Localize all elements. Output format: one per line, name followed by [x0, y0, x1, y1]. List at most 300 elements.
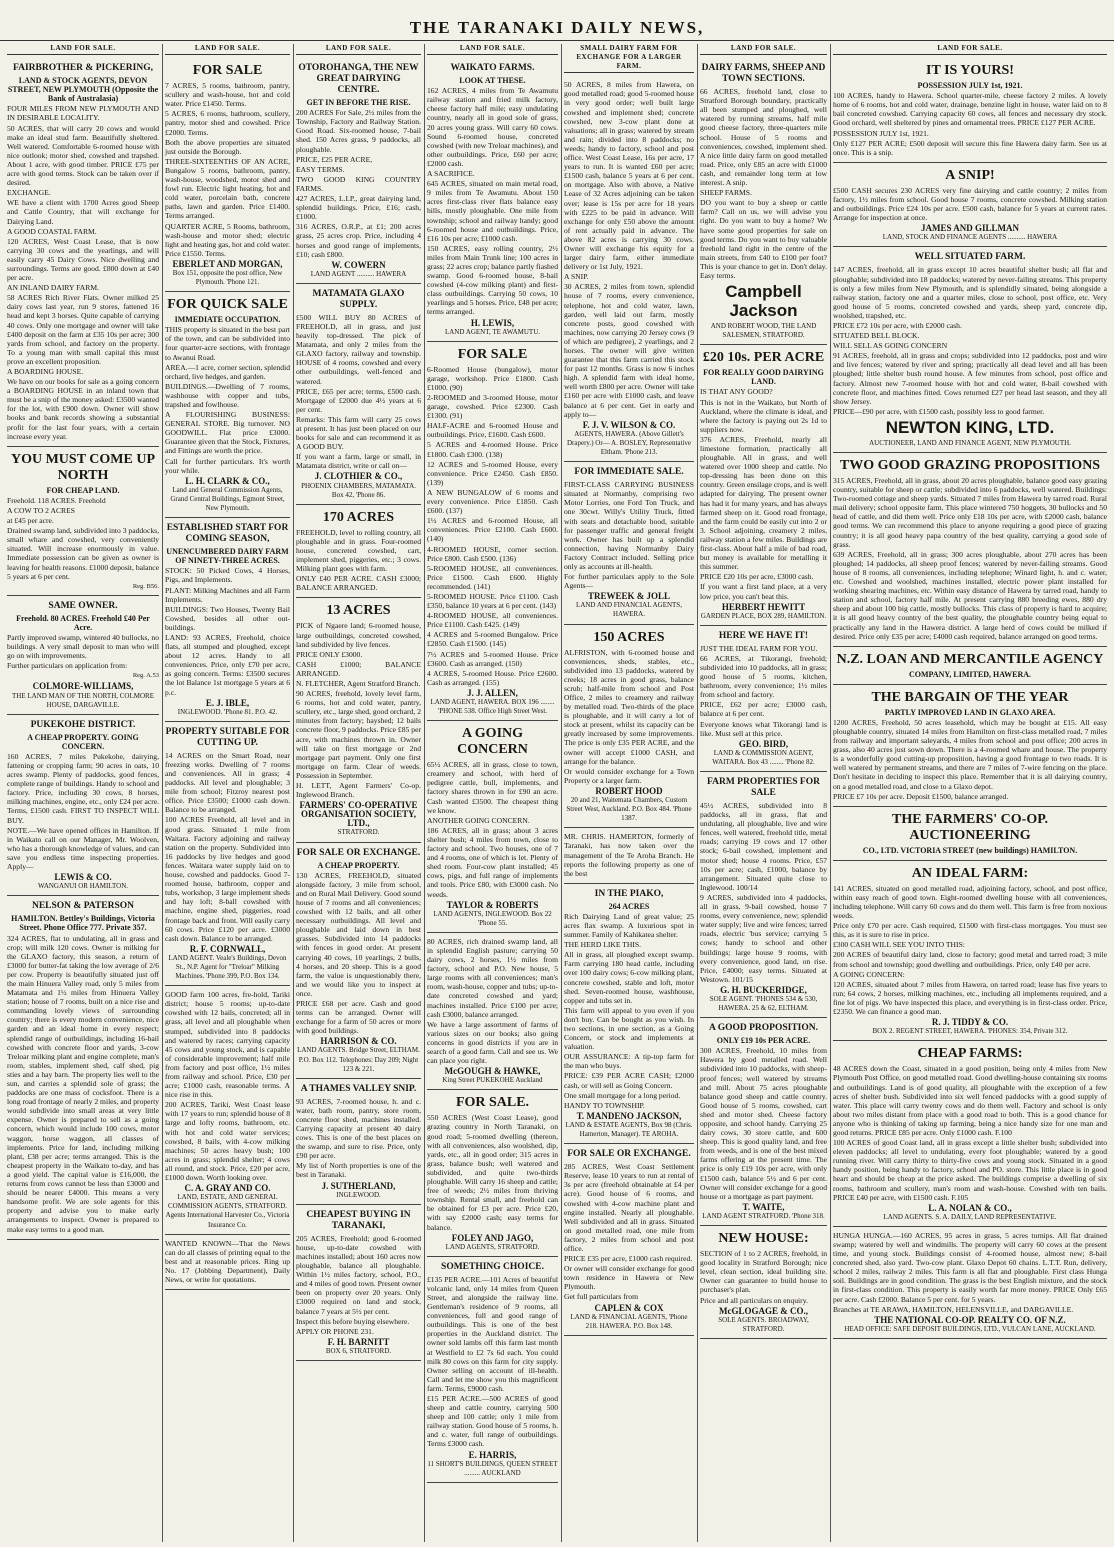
advertiser-name: R. F. CORNWALL,: [189, 943, 266, 954]
advertiser-name: E. J. IBLE,: [205, 697, 250, 708]
ad-paragraph: FREEHOLD, level to rolling country, all ploughable and in grass. Four-roomed house, concreted cowshed, cart, implement shed, piggeries, etc.; 3 cows. Milking plant goes with farm.: [296, 527, 421, 574]
ad-paragraph: If you want a farm, large or small, in Matamata district, write or call on—: [296, 452, 421, 471]
advertisement: [833, 1041, 1107, 1227]
advertiser-name: CAPLEN & COX: [594, 1302, 664, 1313]
ad-paragraph: 205 ACRES, Freehold; good 6-roomed house, up-to-date cowshed with machines installed; about 160 acres now ploughable, balance all ploughable. Within 1½ miles factory, school, P.O., and 4 miles of good town. Present owner been on property over 20 years. Only £3000 required on land and stock, balance 7 years at 5½ per cent.: [296, 1233, 421, 1316]
advertisement: [427, 1090, 558, 1256]
ad-subtitle: UNENCUMBERED DAIRY FARM OF NINETY-THREE ACRES.: [166, 547, 289, 566]
ad-paragraph: 80 ACRES, rich drained swamp land, all in splendid English pasture; carrying 50 dairy cows, 2 horses, 1½ miles from factory, school and P.O. New house, 5 large rooms with all conveniences; man's room, wash-house, copper and tubs; up-to-date concreted cowshed and yard; machines installed. Price £100 per acre; cash £3000, balance arranged.: [427, 936, 558, 1019]
ad-title: MATAMATA GLAXO SUPPLY.: [312, 288, 405, 310]
ad-title: FOR SALE: [457, 346, 528, 362]
advertiser-address: LAND AGENT. Veale's Buildings, Devon St., N.P. Agent for "Treloar" Milking Machines. 'Phone 399, P.O. Box 134.: [168, 953, 287, 981]
advertiser-address: LAND AGENTS. S. A. DAILY, LAND REPRESENTATIVE.: [883, 1212, 1057, 1221]
ad-paragraph: 141 ACRES, situated on good metalled road, adjoining factory, school, and post office, within easy reach of good town. Eight-roomed dwelling house with all conveniences, including telephone. Will carry 60 cows and do them well. This farm is free from noxious weeds.: [833, 883, 1107, 921]
advertisement: [833, 685, 1107, 807]
ad-paragraph: JUST THE IDEAL FARM FOR YOU.: [700, 643, 818, 653]
column-rule: [424, 44, 425, 1542]
advertisement: [296, 843, 421, 1079]
advertiser-name: JAMES AND GILLMAN: [920, 223, 1019, 234]
advertiser-name: HARRISON & CO.: [320, 1036, 397, 1047]
advertiser-address: LAND AGENTS, INGLEWOOD. Box 22 'Phone 55.: [433, 909, 552, 927]
ad-paragraph: APPLY OR PHONE 231.: [296, 1326, 374, 1336]
advertisement: [7, 715, 159, 897]
ad-subtitle: LOOK AT THESE.: [459, 76, 526, 86]
advertisement: [833, 247, 1107, 453]
advertiser-name: HERBERT HEWITT: [721, 601, 806, 612]
ad-title: CHEAP FARMS:: [917, 1046, 1023, 1062]
ad-paragraph: TWO GOOD KING COUNTRY FARMS.: [296, 174, 421, 193]
ad-paragraph: 4-ROOMED HOUSE, all conveniences. Price £1100. Cash £425. (149): [427, 611, 558, 630]
advertisement: [833, 647, 1107, 685]
advertiser-address: LAND AND FINANCIAL AGENTS, HAWERA.: [576, 601, 682, 619]
ad-title: NEW HOUSE:: [718, 1231, 809, 1247]
ad-paragraph: 200 ACRES, Tariki, West Coast lease with 17 years to run; splendid house of 8 large and lofty rooms, bathroom, etc. with hot and cold water services; cowshed, 8 bails, with 4-cow milking machines; 50 acres heavy bush; 100 acres in grass; splendid shelter; 4 cows all round, and stock. Price, £20 per acre, £1000 down. Worth looking over.: [165, 1100, 290, 1183]
advertiser-name: J. CLOTHIER & CO.,: [314, 471, 403, 482]
advertiser-name: L. A. NOLAN & CO.,: [928, 1202, 1012, 1213]
ad-subtitle: ONLY £19 10s PER ACRE.: [716, 1036, 811, 1046]
ad-subtitle: COMPANY, LIMITED, HAWERA.: [908, 669, 1031, 679]
ad-paragraph: 147 ACRES, freehold, all in grass except 10 acres beautiful shelter bush; all flat and ploughable; subdivided into 18 paddocks; watered by never-failing streams. This property is only a few miles from New Plymouth, and is splendidly situated, being alongside a railway station, factory one and a quarter miles, close to school, post office, etc. Very good house of 5 rooms, concreted cowshed and yards, sheep yard, concrete dip, woolshed, trapshed, etc.: [833, 265, 1107, 320]
advertiser-name: GEO. BIRD,: [738, 738, 789, 749]
ad-paragraph: We have on our books for sale as a going concern a BOARDING HOUSE in an inland town that must be a snip of the money asked: £3500 wanted for the lot, with £900 down. Owner will show books and bank records showing a substantial profit for the last four years, with a certain increase every year.: [7, 377, 159, 441]
advertisement: [833, 861, 1107, 1042]
advertisement: [165, 58, 290, 292]
ad-paragraph: DO you want to buy a sheep or cattle farm? Call on us, we will advise you right. Do you want to buy a home? We have some good properties for sale on good terms. Do you want to buy valuable freehold land right in the centre of the main streets, from £40 to £100 per foot? This is your chance to get in. Don't delay. Easy terms.: [700, 198, 827, 280]
ad-title: SAME OWNER.: [48, 600, 118, 611]
ad-subtitle: LAND & STOCK AGENTS, DEVON STREET, NEW PLYMOUTH (Opposite the Bank of Australasia): [7, 76, 159, 104]
advertiser-address: LAND AGENTS, STRATFORD.: [445, 1242, 540, 1251]
ad-paragraph: 91 ACRES, freehold, all in grass and crops; subdivided into 12 paddocks, post and wire and live fences; watered by river and spring; practically all dead level and all has been ploughed; little shelter bush round house. A few minutes from school, post office and factory. Almost new 7-roomed house with hot and cold water, 8-bail cowshed with concrete floor, and machines fitted. Cows returned £27 per head last season, and they all show Jersey.: [833, 351, 1107, 406]
ad-paragraph: Both the above properties are situated just outside the Borough.: [165, 137, 290, 156]
ad-paragraph: THE HERD LIKE THIS.: [564, 940, 642, 950]
ad-paragraph: PRICE £72 10s per acre, with £2000 cash.: [833, 320, 962, 330]
column-heading: LAND FOR SALE.: [165, 44, 290, 55]
ad-paragraph: 324 ACRES, flat to undulating, all in grass and crop; will milk 120 cows. Owner is milking for the GLAXO factory, this season, a return of £3000 for butter-fat taking the low average of 2/6 per cow. Property is beautifully situated just off the main Hinuera Valley road, only 5 miles from Matamata and 1½ miles from Hinuera Valley station; house of 7 rooms, built on a nice rise and commanding lovely views of surrounding country; there is every modern convenience, nice garden and an ideal home in every respect; splendid range of outbuildings, including 16-bail cowshed with concrete floor and yards, 3-cow Treloar milking plant and engine complete, man's room, stables, implement shed, calf shed, pig sties and a hay barn. The property lies well to the sun, and carries a splendid sole of grass; the paddocks are one mass of cocksfoot. There is a long road frontage of nearly 2 miles, and property would subdivide into small areas at very little expense. Owner is prepared to sell as a going concern, which would include 100 cows, motor waggon, horse waggon, all classes of implements. Price for land, including milking plant, £38 per acre; terms arranged. This is the cheapest property in the Waikato to-day, and has a good yield. The capital value is £16,000, the returns from cows cannot be less than £3000 and should be nearer £4000. This means a very handsome profit. We are sole agents for this property and advise you to make early arrangements to inspect. Owner is prepared to make easy terms to a good man.: [7, 933, 159, 1234]
advertiser-address: SOLE AGENT. 'PHONES 534 & 530, HAWERA. 25 & 62, ELTHAM.: [709, 994, 818, 1013]
ad-paragraph: 66 ACRES, at Tikorangi, freehold; subdivided into 10 paddocks, all in grass; good house of 5 rooms, kitchen, bathroom, every convenience; 1½ miles from school and factory.: [700, 653, 827, 700]
advertisement: [833, 58, 1107, 163]
advertiser-address: LAND AGENT STRATFORD. 'Phone 318.: [702, 1211, 825, 1220]
ad-paragraph: LAND: 93 ACRES, Freehold, choice flats, all stumped and ploughed, except about 12 acres. Handy to all conveniences. Price, only £70 per acre, as going concern. Terms: £3500 secures the lot Balance 1st mortgage 5 years at 6 p.c.: [165, 632, 290, 697]
ad-paragraph: A COW TO 2 ACRES: [7, 505, 75, 515]
advertiser-name: FARMERS' CO-OPERATIVE ORGANISATION SOCIETY, LTD.,: [299, 800, 418, 829]
ad-paragraph: 100 ACRES of good Coast land, all in grass except a little shelter bush; subdivided into eleven paddocks; all level to undulating, every foot ploughable; watered by a good running river. Will carry thirty to thirty-five cows and young stock. Situated in a good handy position, being handy to factory, school and PO. store. This little place is in good heart and should be cheap at the price asked. The buildings comprise a dwelling of six rooms, bathroom and scullery, man's room and wash-house. Cowshed with ten bails. PRICE £40 per acre, with £1500 cash. F.105: [833, 1138, 1107, 1202]
ad-paragraph: 186 ACRES, all in grass; about 3 acres shelter bush; 4 miles from town, close to factory and school. Two houses, one of 7 and 4 rooms, one of which is let. Plenty of shed room. Four-cow plant installed; 45 cows, pigs, and full range of implements and tools. Price £80, with £3000 cash. No weeds.: [427, 825, 558, 899]
ad-subtitle: PARTLY IMPROVED LAND IN GLAXO AREA.: [884, 707, 1056, 717]
ad-paragraph: WANTED KNOWN—That the News can do all classes of printing equal to the best and at reasonable prices. Ring up No. 17 (Jobbing Department), Daily News, or write for quotations.: [165, 1238, 290, 1284]
advertiser-address: THE LAND MAN OF THE NORTH, COLMORE HOUSE, DARGAVILLE.: [12, 691, 154, 709]
advertiser-address: SOLE AGENTS. BROADWAY, STRATFORD.: [718, 1315, 809, 1333]
ad-paragraph: 5 ACRES, 6 rooms, bathroom, scullery, pantry, motor shed and cowshed. Price £2000. Terms.: [165, 109, 290, 137]
ad-paragraph: HANDY TO TOWNSHIP.: [564, 1100, 645, 1110]
column-4: [424, 44, 561, 1542]
ad-paragraph: 376 ACRES, Freehold, nearly all limestone formation, practically all ploughable. All in grass, and well watered over 1000 sheep and cattle. No top-dressing has been done on this country. Green ensilage crops, and is well adapted for dairying. The present owner has had it for many years, and has always farmed sheep on it. Good road frontage, and the farm could be easily cut into 2 or 3. School adjoining, creamery 2 miles, railway station a few miles. Buildings are first-class. About half a mile of bad road, but money is available for metalling it this summer.: [700, 434, 827, 572]
ad-paragraph: This is not in the Waikato, but North of Auckland, where the climate is ideal, and where the factory is paying out 2s 1d to suppliers now.: [700, 397, 827, 434]
ad-paragraph: All in grass, all ploughed except swamp. Farm carrying 180 head cattle, including over 100 dairy cows; 6-cow milking plant, concrete cowshed, stable and loft, motor shed. Seven-roomed house, washhouse, copper and tubs set in.: [564, 950, 694, 1005]
advertiser-name: TAYLOR & ROBERTS: [446, 899, 539, 910]
ad-title: FOR SALE OR EXCHANGE.: [567, 1149, 691, 1160]
advertiser-address: LAND, STOCK AND FINANCE AGENTS .......... HAWERA: [882, 233, 1058, 242]
advertisement: [833, 1227, 1107, 1339]
ad-paragraph: PRICE £35 per acre, £1000 cash required.: [564, 1254, 693, 1264]
advertiser-address: LAND AGENTS. Bridge Street, ELTHAM. P.O. Box 112. Telephones: Day 209; Night 123 & 221.: [297, 1046, 420, 1073]
advertiser-address: LAND AGENT, TE AWAMUTU.: [444, 327, 541, 336]
ad-paragraph: 150 ACRES, easy rolling country, 2½ miles from Main Trunk line; 100 acres in grass; 22 acres crop; balance partly fiashed swamp. Good 6-roomed house, 8-bail cowshed (4-cow milking plant) and first-class outbuildings. Carrying 50 cows, 10 yearlings and 5 horses. Price, £48 per acre; terms arranged.: [427, 243, 558, 317]
ad-paragraph: If you want a first land place, at a very low price, you can't beat this.: [700, 582, 827, 601]
advertiser-address: BOX 6, STRATFORD.: [325, 1346, 392, 1355]
ad-paragraph: ONLY £40 PER ACRE. CASH £3000; BALANCE ARRANGED.: [296, 574, 421, 593]
column-2: [162, 44, 293, 1542]
ad-paragraph: BUILDINGS.—Dwelling of 7 rooms, washhouse with copper and tubs, trapshed and fowlhouse.: [165, 381, 290, 409]
ad-title: A GOING CONCERN: [457, 726, 528, 758]
ad-paragraph: 50 ACRES, 8 miles from Hawera, on good metalled road; good 5-roomed house in very good order; well built large cowshed and implement shed; concrete cowshed, new 3-cow plant done at valuations; all in grass; watered by stream and rain; divided into 8 paddocks; no weeds; handy to factory, school and post office. West Coast Lease, 16s per acre, 17 years to run. It is wanted £60 per acre; £1500 cash, balance 5 years at 6 per cent. on mortgage. Also with above, a Native Lease of 32 Acres adjoining can be taken over; lease is 15s per acre for 18 years with £225 to be paid in advance. Will exchange for only £50 above the amount of rent actually paid in advance. The above 82 acres is carrying 30 cows. Owner will exchange his equity for a larger dairy farm, either immediate delivery or 1st July, 1921.: [564, 80, 694, 272]
ad-paragraph: A FLOURISHING BUSINESS: GENERAL STORE. Big turnover. NO GOODWILL. Flat price £3000. Guarantee given that the Stock, Fixtures, and Fittings are worth the price.: [165, 410, 290, 456]
ad-title: FOR SALE OR EXCHANGE.: [296, 847, 421, 858]
ad-paragraph: PRICE, £65 per acre; terms, £500 cash. Mortgage of £2000 due 4½ years at 6 per cent.: [296, 386, 421, 414]
ad-paragraph: CASH £1000; BALANCE ARRANGED.: [296, 659, 421, 678]
ad-paragraph: PRICE, £62 per acre; £3000 cash, balance at 6 per cent.: [700, 700, 827, 719]
advertiser-name: F. J. V. WILSON & CO.: [582, 419, 676, 430]
ad-subtitle: FOR CHEAP LAND.: [46, 485, 120, 495]
ad-paragraph: POSSESSION JULY 1st, 1921.: [833, 128, 929, 138]
advertisement: [564, 462, 694, 624]
column-heading: LAND FOR SALE.: [427, 44, 558, 55]
ad-title: A GOOD PROPOSITION.: [709, 1023, 818, 1034]
ad-paragraph: PRICE ONLY £3000.: [296, 649, 363, 659]
ad-paragraph: at £45 per acre.: [7, 516, 54, 526]
advertisement: [564, 828, 694, 883]
ad-title: TWO GOOD GRAZING PROPOSITIONS: [839, 458, 1101, 473]
ad-paragraph: 120 ACRES, situated about 7 miles from Hawera, on tarred road; lease has five years to run; 64 cows, 2 horses, milking machines, etc., including all implements required, and a fine lot of pigs. We have inspected this place, and everything is in first-class order. Price, £2350. We can finance a good man.: [833, 979, 1107, 1017]
ad-paragraph: 5-ROOMED HOUSE. Price £1100. Cash £350, balance 10 years at 6 per cent. (143): [427, 591, 558, 611]
advertiser-name: T. WAITE,: [742, 1201, 785, 1212]
advertiser-address: Box 151, opposite the post office, New Plymouth. 'Phone 121.: [172, 268, 283, 287]
column-heading: LAND FOR SALE.: [700, 44, 827, 55]
ad-paragraph: Price only £70 per acre. Cash required, £1500 with first-class mortgages. You must see this, as it is sure to rise in price.: [833, 921, 1107, 940]
ad-paragraph: 48 ACRES down the Coast, situated in a good position, being only 4 miles from New Plymouth Post Office, on good metalled road. Good dwelling-house containing six rooms and outbuildings. Land is of good quality, all ploughable with the exception of a few acres of shelter bush. Subdivided into six well fenced paddocks with a good supply of water. This place will carry twenty cows and do them well. Factory and school is only about two miles distant from place with a good road to both. This is a good chance for anyone who is thinking of taking up farming, being a nice handy size for one man and good returns. PRICE £85 per acre. Only £1000 cash. F.100: [833, 1064, 1107, 1137]
column-rule: [830, 44, 831, 1542]
ad-paragraph: 4 ACRES and 5-roomed Bungalow. Price £2850. Cash £1500. (145): [427, 630, 558, 649]
ad-paragraph: 100 ACRES Freehold, all level and in good grass. Situated 1 mile from Waitara. Factory adjoining and railway station on the property. Subdivided into 16 paddocks by live hedges and good fences. Waitara water supply laid on to house, cowshed and paddocks. Good 7-roomed house, bathroom, copper and tubs, workshop, 3 large implement sheds and hay loft; 8-ball cowshed with machine, engine shed, piggeries, road frontage back and front. Will easily carry 60 cows. Price £120 per acre. £3000 cash down. Balance to be arranged.: [165, 815, 291, 943]
ad-paragraph: PRICE, £25 PER ACRE,: [296, 154, 373, 164]
ad-paragraph: Freehold. 118 ACRES. Freehold: [7, 495, 106, 505]
advertiser-name: R. J. TIDDY & CO.: [931, 1017, 1009, 1028]
ad-paragraph: 4 ACRES, 5-roomed House. Price £2600. Cash as arranged. (155): [427, 668, 558, 687]
advertisement: [7, 896, 159, 1239]
advertisement: [427, 1257, 558, 1483]
ad-paragraph: Only £127 PER ACRE; £500 deposit will secure this fine Hawera dairy farm. See us at once. This is a snip.: [833, 138, 1107, 157]
ad-paragraph: 90 ACRES, freehold, lovely level farm, 6 rooms, hot and cold water, pantry, scullery, etc., large shed, good orchard, 2 minutes from factory; hayshed; 12 bails concrete floor, 9 paddocks. Price £85 per acre, with machines thrown in. Owner will take on first mortgage or 2nd mortgage part payment. Only one first mortgage on farm. Clear of weeds. Possession in September.: [296, 689, 421, 780]
advertiser-address: AGENTS, HAWERA. (Above Gillett's Drapery.) Or— A. BOSLEY, Representative Eltham. 'Phone 213.: [566, 429, 692, 457]
ad-title: 13 ACRES: [326, 603, 391, 619]
ad-paragraph: 6-Roomed House (bungalow), motor garage, workshop. Price £1800. Cash £1000. (90): [427, 364, 558, 392]
ad-subtitle: POSSESSION JULY 1st, 1921.: [917, 81, 1023, 91]
advertisement: [296, 58, 421, 284]
ad-subtitle: 264 ACRES: [608, 901, 650, 911]
ad-paragraph: A BOARDING HOUSE.: [7, 367, 84, 376]
ad-subtitle: HAMILTON. Bettley's Buildings, Victoria Street. Phone Office 777. Private 357.: [11, 914, 155, 933]
ad-paragraph: 315 ACRES, Freehold, all in grass, about 20 acres ploughable, balance good easy grazing country, suitable for sheep or cattle; subdivided into 6 paddocks, well watered. Buildings: Two-roomed cottage and sheep yards. Situated 7 miles from Hawera by tarred road. Rural mail delivery; school opposite farm. This place wintered 750 hoggets, 30 bullocks and 50 head of cattle, and did them well. Price only £18 10s per acre, with £2000 cash, balance good terms. We can recommend this place to anyone requiring a good piece of grazing country; it is all good heavy papa country of the best quality, carrying a good sole of grass.: [833, 476, 1107, 549]
ad-title: A THAMES VALLEY SNIP.: [300, 1083, 417, 1094]
ad-paragraph: 100 ACRES, handy to Hawera. School quarter-mile, cheese factory 2 miles. A lovely home of 6 rooms, hot and cold water, drainage, benzine light in house, water laid on to 8 bail concreted cowshed. Carrying capacity 60 cows, all fences and necessary dry stock. Good orchard, well sheltered by pines and ornamental trees. PRICE £127 PER ACRE.: [833, 91, 1107, 128]
ad-title: DAIRY FARMS, SHEEP AND TOWN SECTIONS.: [701, 63, 826, 85]
column-rule: [162, 44, 163, 1542]
advertiser-name: F. H. BARNITT: [327, 1336, 390, 1347]
ad-paragraph: 120 ACRES, West Coast Lease, that is now carrying 30 cows and the yearlings, and will easily carry 45 Dairy Cows. Nice dwelling and surroundings. Terms are good. £800 down at £40 per acre.: [7, 236, 159, 283]
advertiser-name: T. MANDENO JACKSON,: [576, 1110, 682, 1121]
ad-title: £20 10s. PER ACRE: [702, 350, 825, 366]
advertiser-name: ROBERT HOOD: [595, 785, 663, 796]
advertisement: [700, 1226, 827, 1339]
advertiser-address: HEAD OFFICE: SAFE DEPOSIT BUILDINGS, LTD., VULCAN LANE, AUCKLAND.: [844, 1324, 1096, 1333]
ad-paragraph: A GOING CONCERN:: [833, 969, 905, 979]
ad-paragraph: THREE-SIXTEENTHS OF AN ACRE, Bungalow 5 rooms, bathroom, pantry, wash-house, woodshed, motor shed and fowl run. Electric light heating, hot and cold water, porcelain bath, concrete paths, lawn and garden. Price £1400. Terms arranged.: [165, 156, 290, 221]
advertiser-name: NEWTON KING, LTD.: [885, 417, 1055, 437]
advertisement: [833, 807, 1107, 861]
ad-paragraph: EASY TERMS.: [296, 164, 345, 174]
advertisement: [700, 345, 827, 626]
ad-paragraph: SECTION of 1 to 2 ACRES, freehold, in good locality in Stratford Borough; nice level, clean section, ideal building site. Owner can guarantee to build house to purchaser's plan.: [700, 1249, 827, 1295]
ad-paragraph: PRICE—£90 per acre, with £1500 cash, possibly less to good farmer.: [833, 406, 1045, 416]
ad-paragraph: N. FLETCHER, Agent Stratford Branch.: [296, 678, 421, 688]
ad-paragraph: £500 WILL BUY 80 ACRES of FREEHOLD, all in grass, and just heavily top-dressed. The pick of Matamata, and only 2 miles from the GLAXO factory, railway and township. HOUSE of 4 rooms, cowshed and every other outbuildings, well-fenced and watered.: [296, 312, 421, 386]
ad-paragraph: My list of North properties is one of the best in Taranaki.: [296, 1161, 421, 1180]
column-7: [830, 44, 1110, 1542]
advertiser-name: C. A. GRAY AND CO.: [184, 1183, 271, 1194]
ad-reference: Reg. A.53: [132, 672, 159, 680]
ad-subtitle: A CHEAP PROPERTY.: [317, 860, 400, 870]
column-rule: [293, 44, 294, 1542]
ad-paragraph: This farm will appeal to you even if you don't buy. Can be bought as you wish. In two sections, in one section, as a Going Concern, or stock and implements at valuation.: [564, 1005, 694, 1052]
ad-paragraph: One small mortgage for a long period.: [564, 1090, 681, 1100]
ad-paragraph: IS THAT ANY GOOD?: [700, 387, 773, 397]
advertiser-name: TREWEEK & JOLL: [587, 591, 670, 602]
advertiser-address: GARDEN PLACE, BOX 289, HAMILTON.: [700, 611, 827, 620]
advertisement: [564, 884, 694, 1144]
advertiser-name: H. LEWIS,: [470, 317, 515, 328]
ad-paragraph: OUR ASSURANCE: A tip-top farm for the man who buys.: [564, 1052, 694, 1071]
ad-paragraph: 66 ACRES, freehold land, close to Stratford Borough boundary, practically all been stumped and ploughed, well watered by running streams, half mile good cheese factory, three-quarters mile school. House of 5 rooms and conveniences, cowshed, implement shed. A nice little dairy farm on good metalled road. Price, only £85 an acre with £1000 cash, and remainder long term at low interest. A snip.: [700, 87, 827, 188]
ad-paragraph: Further particulars on application from:: [7, 661, 128, 671]
advertisement: [7, 447, 159, 596]
ad-paragraph: THIS property is situated in the best part of the town, and can be subdivided into four quarter-acre sections, with frontage to Awanui Road.: [165, 325, 290, 362]
column-heading: LAND FOR SALE.: [7, 44, 159, 55]
ad-paragraph: HUNGA HUNGA.—160 ACRES, 95 acres in grass, 5 acres turnips. All flat drained swamp; watered by well and windmills. The property will carry 60 cows at the present time, and young stock. Buildings consist of 4-roomed house, almost new; 8-bail concreted shed, also yard. Two-cow plant. Glaxo Depot 60 chains. L.T.T. Run, delivery, school 2 miles, railway 2 miles. This farm is all flat and ploughable. First class Hunga soil. Buildings are in good condition. The grass is the best English mixture, and the stock in first-class condition. This property is easily worth far more money. PRICE Only £65 per acre. Cash £2000. Balance 5 per cent. for 5 years.: [833, 1230, 1107, 1304]
advertiser-address: BOX 2. REGENT STREET, HAWERA. 'PHONES: 354, Private 312.: [872, 1027, 1068, 1036]
ad-title: IT IS YOURS!: [926, 63, 1014, 79]
ad-subtitle: GET IN BEFORE THE RISE.: [306, 98, 411, 108]
advertisement: [7, 596, 159, 715]
ad-paragraph: 160 ACRES, 7 miles Pukekohe, dairying, fattening or cropping farm; 90 acres in oats, 10 acres swamp. Plenty of paddocks, good fences, complete range of buildings. Handy to school and factory. Price, including 30 cows, 8 horses, milking machines, engine, etc., only £24 per acre. Terms, £1500 cash. FIRST TO INSPECT WILL BUY.: [7, 751, 159, 825]
ad-paragraph: £500 CASH secures 230 ACRES very fine dairying and cattle country; 2 miles from factory, 1½ miles from school. Good house 7 rooms, concrete cowshed. Milking station and outbuildings. Price £24 10s per acre. £500 cash, balance for 5 years at current rates. Arrange for inspection at once.: [833, 185, 1107, 223]
ad-paragraph: FIRST-CLASS CARRYING BUSINESS situated at Normanby, comprising two Motor Lorries, one Ford Ton Truck, and one 30cwt. Willy's Utility Truck, fitted with seats and detachable hood, suitable for passenger traffic and general freight work. Owner has built up a splendid connection, having Normanby Dairy Factory Contract included. Selling price only as accounts at ill-health.: [564, 480, 694, 571]
ad-paragraph: Call for further particulars. It's worth your while.: [165, 456, 290, 475]
column-5: [561, 44, 697, 1542]
advertiser-address: INGLEWOOD. 'Phone 81. P.O. 42.: [177, 707, 278, 716]
ad-paragraph: 645 ACRES, situated on main metal road, 9 miles from Te Awamutu. About 150 acres first-class river flats balance easy hills, mostly ploughable. One mile from township; school and railway handy; good 6-roomed house and outbuildings. Price, £16 10s per acre; £1000 cash.: [427, 179, 558, 243]
ad-paragraph: Or would consider exchange for a Town Property or a larger farm.: [564, 766, 694, 785]
column-rule: [697, 44, 698, 1542]
ad-subtitle: FOR REALLY GOOD DAIRYING LAND.: [703, 368, 824, 387]
ad-paragraph: PRICE £7 10s per acre. Deposit £1500, balance arranged.: [833, 791, 1009, 801]
ad-paragraph: 30 ACRES, 2 miles from town, splendid house of 7 rooms, every convenience, telephone, hot and cold water, lawn, garden, well laid out farm, mostly concrete posts, good cowshed with machines, now carrying 20 Jersey cows (9 of which are pedigree), 2 yearlings, and 2 horses. The owner will give written guarantee that this farm carried this stock for past 12 months. Grass is now 6 inches high. A splendid farm with ideal home, well worth £800 per acre. Owner will take £160 per acre with £1000 cash, and leave balance at 6 per cent. Get in early and apply to—: [564, 282, 694, 419]
ad-paragraph: PLANT: Milking Machines and all Farm Implements.: [165, 585, 290, 604]
column-6: [697, 44, 830, 1542]
ad-paragraph: 130 ACRES, FREEHOLD, situated alongside factory, 3 mile from school, and on Rural Mail Delivery. Good sound house of 7 rooms and all conveniences; cowshed with 12 bails, and all other necessary outbuildings. All level and ploughable and laid down in best grasses. Subdivided into 14 paddocks with fences in good order. At present carrying 40 cows, 10 yearlings, 2 bulls, 4 horses, and 20 sheep. This is a good farm, the value is unquestionably there, and we would like you to inspect at once.: [296, 870, 421, 998]
ad-paragraph: NOTE.—We have opened offices in Hamilton. If in Waikato call on our Manager, Mr. Woolven, who has a thorough knowledge of values, and can save you endless time inspecting properties. Apply—: [7, 825, 159, 872]
ad-paragraph: Get full particulars from: [564, 1292, 639, 1302]
advertiser-name: Campbell Jackson: [725, 282, 802, 321]
ad-subtitle: IMMEDIATE OCCUPATION.: [174, 315, 281, 325]
ad-paragraph: 9 ACRES, subdivided into 4 paddocks, all in grass, 9-bail cowshed, house 7 rooms, every convenience, new; splendid water supply; live and wire fences; tarred roads, electric 'bus service; carrying 5 cows; handy to school and other buildings; large house 9 rooms, with every convenience, good land, on rise. Price, £4000; easy terms. Situated at Westown. 101/15: [700, 892, 827, 984]
advertiser-address: LAND & FINANCIAL AGENTS, 'Phone 218. HAWERA. P.O. Box 148.: [570, 1312, 688, 1330]
ad-paragraph: 58 ACRES Rich River Flats. Owner milked 25 dairy cows last year, run 9 stores, fattened 16 head and kept 3 horses. Quite capable of carrying 40 cows. Only one mortgage and owner will take £400 deposit on the farm at £35 10s per acre; 300 yards from school, and factory on the property. To a young man with small capital this must prove an excellent proposition.: [7, 293, 159, 366]
ad-title: PUKEKOHE DISTRICT.: [30, 719, 136, 730]
ad-paragraph: Rich Dairying Land of great value; 25 acres flax swamp. A luxurious spot in summer. Family of Kahikatea shelter.: [564, 911, 694, 940]
ad-paragraph: SHEEP FARMS.: [700, 188, 752, 198]
advertisement: [296, 284, 421, 505]
ad-paragraph: GOOD farm 100 acres, fre-hold, Tariki district; house 5 rooms; up-to-date cowshed with 12 bails, concreted; all in grass, all level and all ploughable when stumped, subdivided into 8 paddocks and watered by races; carrying capacity 45 cows and young stock, and is capable of considerable improvement; half mile from factory and post office, 1½ miles from railway and school. Price, £30 per acre; £1000 cash, reasonable terms. A nice rise in this.: [165, 990, 290, 1100]
advertiser-name: J. SUTHERLAND,: [321, 1180, 396, 1191]
ad-paragraph: PRICE: £39 PER ACRE CASH; £2000 cash, or will sell as Going Concern.: [564, 1071, 694, 1090]
ad-title: SOMETHING CHOICE.: [441, 1261, 544, 1272]
advertisement: [700, 1018, 827, 1226]
ad-paragraph: FOUR MILES FROM NEW PLYMOUTH AND IN DESIRABLE LOCALITY.: [7, 104, 159, 123]
advertisement: [427, 342, 558, 721]
ad-paragraph: Drained swamp land, subdivided into 3 paddocks, small whare and cowshed, very conveniently situated. Will increase enormously in value. Immediate possession can be given as owner is leaving for health reasons. £1000 deposit, balance 5 years at 6 per cent.: [7, 526, 159, 581]
ad-paragraph: A NEW BUNGALOW of 6 rooms and every convenience. Price £1850. Cash £600. (137): [427, 487, 558, 516]
ad-title: THE BARGAIN OF THE YEAR: [871, 689, 1069, 705]
ad-paragraph: WE have a client with 1700 Acres good Sheep and Cattle Country, that will exchange for Dairying Land.: [7, 198, 159, 226]
advertiser-name: E. HARRIS,: [468, 1449, 517, 1460]
ad-paragraph: AN INLAND DAIRY FARM.: [7, 283, 99, 293]
advertiser-address: LAND & COMMISSION AGENT, WAITARA. Box 43 ........ 'Phone 82.: [712, 748, 815, 766]
ad-title: A SNIP!: [945, 167, 995, 183]
advertisement: [700, 626, 827, 772]
advertiser-name: EBERLET AND MORGAN,: [172, 258, 283, 269]
ad-title: 150 ACRES: [593, 629, 665, 645]
ad-title: FOR SALE.: [455, 1095, 530, 1111]
column-heading: LAND FOR SALE.: [296, 44, 421, 55]
advertiser-address: 20 and 21, Waitemata Chambers, Custom Street West, Auckland. P.O. Box 484. 'Phone 1387.: [566, 796, 692, 823]
ad-title: WAIKATO FARMS.: [450, 63, 535, 74]
ad-title: FARM PROPERTIES FOR SALE: [707, 777, 820, 798]
advertiser-address: Land and General Commission Agents, Grand Central Buildings, Egmont Street, New Plymouth.: [170, 485, 285, 513]
advertiser-name: LEWIS & CO.: [54, 872, 112, 883]
column-3: [293, 44, 424, 1542]
ad-title: PROPERTY SUITABLE FOR CUTTING UP.: [165, 726, 290, 748]
ad-paragraph: 4-ROOMED HOUSE, corner section. Price £800. Cash £500. (136): [427, 544, 558, 563]
advertisement: [833, 453, 1107, 647]
ad-paragraph: PICK of Ngaere land; 6-roomed house, large outbuildings, concreted cowshed, land subdivided by live fences.: [296, 621, 421, 649]
advertiser-name: THE NATIONAL CO-OP. REALTY CO. OF N.Z.: [874, 1314, 1066, 1325]
ad-paragraph: £15 PER ACRE.—500 ACRES of good sheep and cattle country, carrying 500 sheep and 100 cattle; only 1 mile from railway station. Good house of 5 rooms, h. and c. water, full range of outbuildings. Terms £3000 cash.: [427, 1394, 558, 1449]
advertiser-address: LAND AGENT .......... HAWERA: [310, 269, 407, 278]
ad-paragraph: 285 ACRES, West Coast Settlement Reserve, lease 10 years to run at rental of 3s per acre (freehold obtainable at £4 per acre). Good house of 6 rooms, and cowshed with 4-cow machine plant and engine installed. Nearly all ploughable. Well subdivided and all in grass. Situated on good metalled road, one mile from factory, 2 miles from school and post office.: [564, 1162, 694, 1253]
advertiser-address: AUCTIONEER, LAND AND FINANCE AGENT, NEW PLYMOUTH.: [869, 438, 1071, 447]
advertisement: [165, 722, 290, 986]
ad-title: NELSON & PATERSON: [31, 901, 135, 912]
ad-paragraph: Price and all particulars on enquiry.: [700, 1295, 808, 1305]
ad-paragraph: QUARTER ACRE, 5 Rooms, bathroom, wash-house and motor shed; electric light and heating gas, hot and cold water. Price £1550. Terms.: [165, 221, 290, 258]
column-heading: LAND FOR SALE.: [833, 44, 1107, 55]
ad-paragraph: PRICE £68 per acre. Cash and good terms can be arranged. Owner will exchange for a farm of 50 acres or more with good buildings.: [296, 998, 421, 1036]
advertiser-address: 11 SHORT'S BUILDINGS, QUEEN STREET ......... AUCKLAND: [427, 1459, 558, 1477]
advertiser-name: L. H. CLARK & CO.,: [185, 475, 270, 486]
ad-paragraph: Everyone knows what Tikorangi land is like. Must sell at this price.: [700, 719, 827, 738]
column-1: [4, 44, 162, 1542]
ad-subtitle: A CHEAP PROPERTY. GOING CONCERN.: [27, 732, 139, 751]
ad-paragraph: 93 ACRES, 7-roomed house, h. and c. water, bath room, pantry, store room, concrete floor shed, machines installed. Carrying capacity at present 40 dairy cows. This is one of the best places on the swamp, and sure to rise. Price, only £90 per acre.: [296, 1096, 421, 1161]
advertisement: [700, 772, 827, 1018]
ad-paragraph: 5 ACRES and 4-roomed House. Price £1800. Cash £300. (138): [427, 440, 558, 459]
column-heading: SMALL DAIRY FARM FOR EXCHANGE FOR A LARGER FARM.: [564, 44, 694, 73]
ad-title: FAIRBROTHER & PICKERING,: [13, 63, 153, 74]
ad-paragraph: 2-ROOMED and 3-roomed House, motor garage, cowshed. Price £2300. Cash £1300. (91): [427, 393, 558, 421]
advertisement: [427, 933, 558, 1091]
column-rule: [561, 44, 562, 1542]
ad-paragraph: 7½ ACRES and 5-roomed House. Price £3600. Cash as arranged. (150): [427, 649, 558, 668]
ad-paragraph: 1½ ACRES and 6-roomed House, all conveniences. Price £2100. Cash £600. (140): [427, 516, 558, 544]
ad-title: FOR QUICK SALE: [167, 297, 288, 313]
advertisement: [165, 292, 290, 518]
ad-paragraph: 14 ACRES on the Smart Road, near freezing works. Dwelling of 7 rooms and conveniences. All in grass; 4 paddocks. All level and ploughable; 3 mile from school; Fitzroy nearest post office. Price £3500; £1000 cash down. Balance to be arranged.: [165, 750, 290, 815]
ad-paragraph: H. LETT, Agent Farmers' Co-op. Inglewood Branch.: [296, 781, 421, 800]
ad-title: OTOROHANGA, THE NEW GREAT DAIRYING CENTRE.: [298, 63, 419, 96]
ad-paragraph: EXCHANGE.: [7, 188, 51, 198]
ad-title: HERE WE HAVE IT!: [718, 630, 809, 641]
advertiser-name: FOLEY AND JAGO,: [451, 1232, 534, 1243]
ad-paragraph: £135 PER ACRE.—101 Acres of beautiful volcanic land, only 14 miles from Queen Street, and alongside the railway line. Gentleman's residence of 9 rooms, all conveniences, full and good range of outbuildings. This is one of the best properties in the Auckland district. The owner sold lambs off this farm last month at Westfield to £2 7s 6d each. You could milk 80 cows on this farm for city supply. Owner selling on account of ill-health. Call and let me show you this magnificent farm. Terms, £9000 cash.: [427, 1274, 558, 1393]
advertiser-address: STRATFORD.: [337, 828, 380, 837]
ad-paragraph: 45½ ACRES, subdivided into 8 paddocks, all in grass, flat and undulating, all ploughable, live and wire fences, well watered, freehold title, metal roads; carrying 19 cows and 17 other stock; 6-bail cowshed, implement and motor shed; house 4 rooms. Price, £57 10s per acre; cash, £1000, balance by arrangement. Situated quite close to Inglewood. 100/14: [700, 801, 827, 892]
advertisement: [296, 598, 421, 842]
ad-paragraph: SITUATED BELL BLOCK.: [833, 331, 920, 341]
ad-title: ESTABLISHED START FOR COMING SEASON,: [166, 523, 289, 545]
ad-paragraph: MR. CHRIS. HAMERTON, formerly of Taranaki, has now taken over the management of the Te Aroha Branch. He reports the following property as one of the best: [564, 832, 694, 878]
ad-paragraph: STOCK: 50 Picked Cows, 4 Horses, Pigs, and Implements.: [165, 566, 290, 585]
ad-title: IN THE PIAKO,: [594, 888, 664, 899]
ad-paragraph: Partly improved swamp, wintered 40 bullocks, no buildings. A very small deposit to man who will go on with improvements.: [7, 632, 159, 661]
advertisement: [564, 625, 694, 829]
advertiser-address: King Street PUKEKOHE Auckland: [442, 1076, 543, 1085]
ad-subtitle: Freehold. 80 ACRES. Freehold £40 Per Acre.: [16, 613, 150, 632]
advertisement: [165, 518, 290, 722]
advertisement: [165, 1235, 290, 1290]
ad-subtitle: CO., LTD. VICTORIA STREET (new buildings) HAMILTON.: [862, 845, 1078, 855]
ad-title: N.Z. LOAN AND MERCANTILE AGENCY: [836, 651, 1104, 667]
ad-paragraph: Remarks: This farm will carry 25 cows at present. It has just been placed on our books for sale and can recommend it as A GOOD BUY.: [296, 414, 421, 452]
advertiser-name: McGLOGAGE & CO.,: [719, 1305, 808, 1316]
ad-paragraph: Inspect this before buying elsewhere.: [296, 1316, 410, 1326]
ad-paragraph: ALFRISTON, with 6-roomed house and conveniences, sheds, stables, etc., subdivided into 13 paddocks, watered by creeks; 18 acres in good grass, balance scrub; half-mile from school and Post Office, 2 miles to creamery and railway by metalled road. Two-thirds of the place is ploughable, and it will carry a lot of stock at present, whilst its capacity can be greatly increased by some improvements. The price is only £35 PER ACRE, and the owner will accept £1000 CASH, and arrange for the balance.: [564, 647, 694, 766]
advertisement: [564, 1144, 694, 1336]
ad-paragraph: BUILDINGS: Two Houses, Twenty Bail Cowshed, besides all other out-buildings.: [165, 604, 290, 632]
ad-paragraph: 5-ROOMED HOUSE, all conveniences. Price £1500. Cash £600. Highly recommended. (141): [427, 563, 558, 591]
advertiser-address: PHOENIX CHAMBERS, MATAMATA. Box 42, 'Phone 86.: [301, 481, 416, 499]
ad-title: FOR IMMEDIATE SALE.: [574, 467, 684, 478]
ad-paragraph: 200 ACRES of beautiful dairy land, close to factory; good metal and tarred road; 3 mile from school and township; good dwelling and outbuildings. Price, only £40 per acre.: [833, 950, 1107, 969]
advertiser-address: LAND & ESTATE AGENTS, Box 98 (Chris. Hamerton, Manager). TE AROHA.: [565, 1120, 693, 1139]
ad-paragraph: 162 ACRES, 4 miles from Te Awamutu railway station and fried milk factory, cheese factory half mile; easy undulating country, nearly all in good sole of grass, 20 acres young grass. Will carry 60 cows. Sound 6-roomed house, concreted cowshed (with new Treloar machines), and other outbuildings. Price, £60 per acre; £2000 cash.: [427, 86, 558, 168]
advertisement: [833, 163, 1107, 248]
ad-paragraph: WILL SELL AS GOING CONCERN: [833, 341, 948, 351]
advertiser-address: INGLEWOOD.: [336, 1190, 381, 1199]
advertiser-name: McGOUGH & HAWKE,: [444, 1066, 541, 1077]
ad-paragraph: PRICE £20 10s per acre, £3000 cash.: [700, 572, 814, 582]
advertisement: [296, 1079, 421, 1205]
ad-paragraph: We have a large assortment of farms of various sizes on our books; also going concerns in good districts if you are in search of a good farm. Call and see us. We can place you right.: [427, 1019, 558, 1066]
